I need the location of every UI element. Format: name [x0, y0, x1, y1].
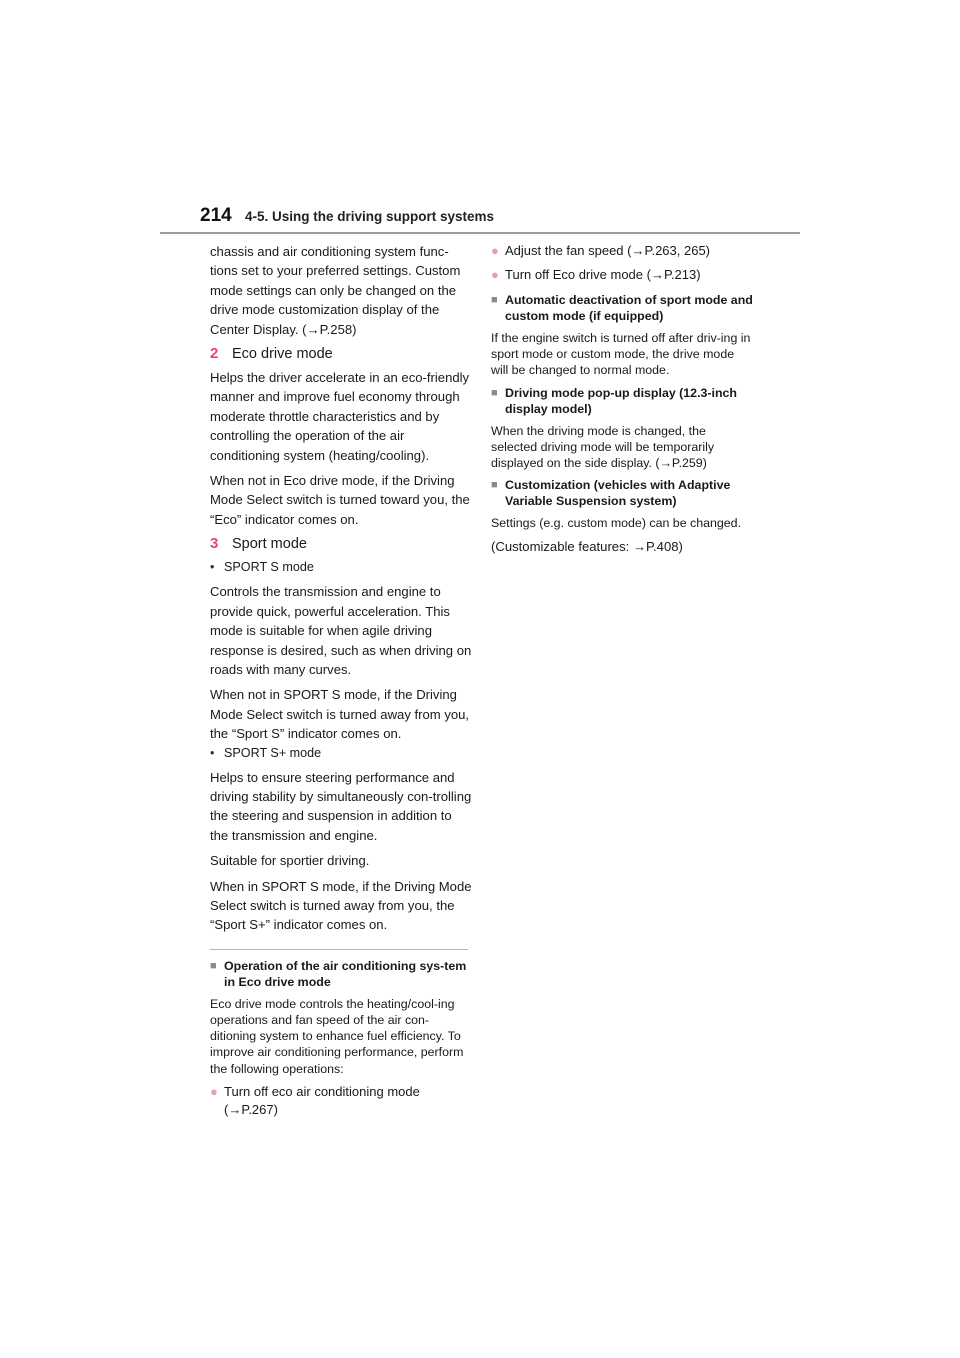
square-bullet-icon: ■	[491, 386, 498, 399]
square-bullet-icon: ■	[491, 294, 498, 306]
circle-bullet-icon: ●	[491, 267, 499, 282]
sport-paragraph-1: Controls the transmission and engine to provide quick, powerful acceleration. This mode is suitable for when agile driving response is desired, such as when driving on roads with many curves.	[210, 584, 472, 677]
popup-display-body: When the driving mode is changed, the selected driving mode will be temporarily displayed on the side display. (→P.259)	[491, 423, 715, 471]
circle-bullet-icon: ●	[210, 1083, 218, 1099]
sport-s-plus-bullet	[210, 744, 472, 762]
bullet-text: Turn off Eco drive mode (→P.213)	[505, 267, 701, 282]
heading-text: Customization (vehicles with Adaptive Variable Suspension system)	[505, 478, 731, 509]
section-title: 4-5. Using the driving support systems	[245, 209, 495, 224]
page-number: 214	[200, 205, 232, 226]
item-number: 2	[210, 345, 219, 363]
item-eco-heading	[210, 345, 472, 362]
circle-bullet-icon: ●	[491, 243, 499, 258]
sport-paragraph-4: Suitable for sportier driving.	[210, 853, 370, 869]
item-label: Sport mode	[232, 536, 307, 553]
auto-deactivation-heading	[491, 292, 753, 324]
auto-deactivation-body: If the engine switch is turned off after driv-ing in sport mode or custom mode, the drive mode will be changed to normal mode.	[491, 331, 751, 378]
bullet-dot-icon: •	[210, 745, 215, 760]
customization-heading	[491, 477, 753, 509]
note-body: Eco drive mode controls the heating/cool-ing operations and fan speed of the air con-ditioning system to enhance fuel efficiency. To improve air conditioning performance, perform the following operations:	[210, 996, 464, 1076]
customizable-features: (Customizable features: →P.408)	[491, 539, 683, 555]
intro-paragraph: chassis and air conditioning system func-tions set to your preferred settings. Custom mode settings can only be changed on the drive mode customization display of the Center Display. (→P.258)	[210, 244, 461, 337]
note-heading	[210, 958, 472, 990]
sport-paragraph-2: When not in SPORT S mode, if the Driving Mode Select switch is turned away from you, the “Sport S” indicator comes on.	[210, 687, 470, 742]
header-rule	[160, 232, 800, 234]
eco-paragraph-1: Helps the driver accelerate in an eco-friendly manner and improve fuel economy through moderate throttle characteristics and by controlling the operation of the air conditioning system (heating/cooling).	[210, 370, 470, 463]
right-column	[491, 242, 753, 563]
popup-display-heading	[491, 385, 753, 417]
bullet-text: SPORT S mode	[224, 560, 314, 575]
note-heading-text: Operation of the air conditioning sys-tem in Eco drive mode	[224, 958, 467, 989]
eco-off-bullet	[491, 266, 753, 284]
bullet-dot-icon: •	[210, 560, 215, 575]
sport-s-bullet	[210, 558, 472, 576]
item-sport-heading	[210, 535, 472, 552]
fan-speed-bullet	[491, 242, 753, 260]
customization-body: Settings (e.g. custom mode) can be changed.	[491, 516, 742, 531]
note-bullet	[210, 1083, 472, 1119]
square-bullet-icon: ■	[491, 479, 498, 492]
left-column	[210, 242, 472, 1125]
heading-text: Driving mode pop-up display (12.3-inch display model)	[505, 385, 738, 416]
item-label: Eco drive mode	[232, 346, 333, 363]
sport-paragraph-5: When in SPORT S mode, if the Driving Mode Select switch is turned away from you, the “Sport S+” indicator comes on.	[210, 878, 472, 933]
square-bullet-icon: ■	[210, 959, 217, 972]
heading-text: Automatic deactivation of sport mode and custom mode (if equipped)	[505, 293, 753, 323]
eco-paragraph-2: When not in Eco drive mode, if the Driving Mode Select switch is turned toward you, the “Eco” indicator comes on.	[210, 473, 470, 527]
bullet-text: Adjust the fan speed (→P.263, 265)	[505, 243, 711, 258]
bullet-text: SPORT S+ mode	[224, 745, 322, 760]
item-number: 3	[210, 535, 219, 553]
note-bullet-text: Turn off eco air conditioning mode (→P.267)	[224, 1083, 420, 1117]
sport-paragraph-3: Helps to ensure steering performance and driving stability by simultaneously con-trolling the steering and suspension in addition to the transmission and engine.	[210, 769, 472, 843]
note-divider	[210, 949, 468, 950]
